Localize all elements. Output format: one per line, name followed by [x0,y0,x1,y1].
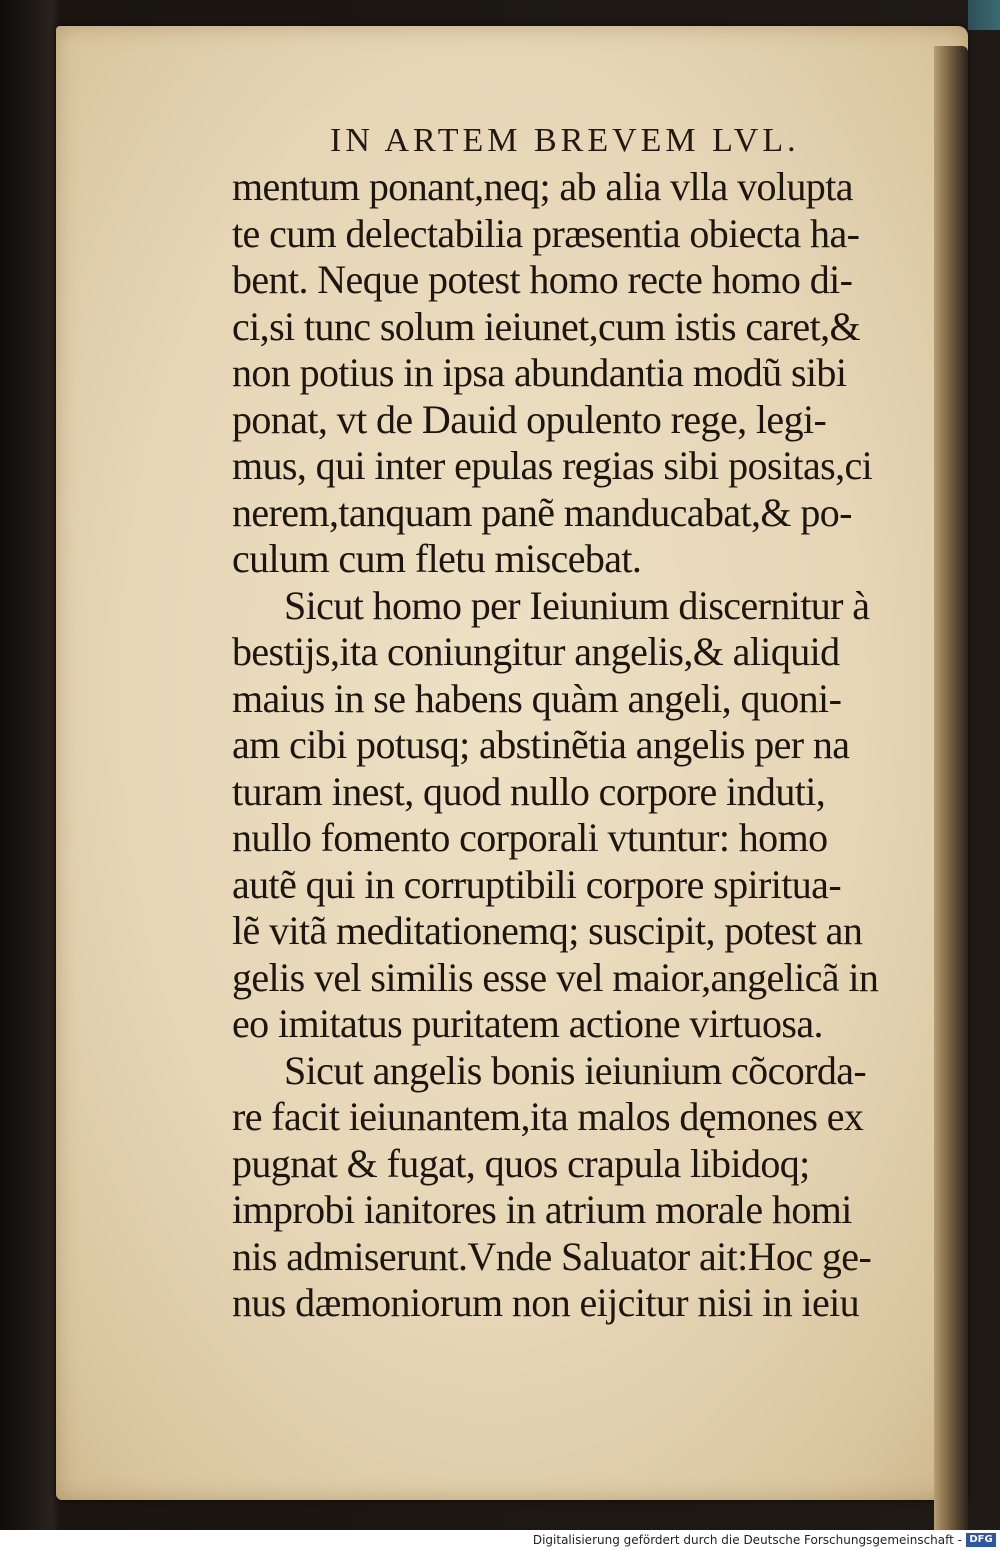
digitization-credit: Digitalisierung gefördert durch die Deutsche Forschungsgemeinschaft - [532,1533,962,1547]
text-line: mentum ponant,neq; ab alia vlla volupta [232,164,853,209]
text-line: bestijs,ita coniungitur angelis,& aliquid [232,629,840,674]
text-line: lẽ vitã meditationemq; suscipit, potest an [232,908,863,953]
text-block [232,164,954,1327]
text-line: nis admiserunt.Vnde Saluator ait:Hoc ge- [232,1233,872,1279]
dfg-logo-icon: DFG [966,1533,996,1547]
text-line: te cum delectabilia præsentia obiecta ha- [232,210,860,256]
text-line: ponat, vt de Dauid opulento rege, legi- [232,396,827,442]
paragraph-start-line: Sicut angelis bonis ieiunium cõcorda- [284,1047,867,1093]
book-edge-strip [968,0,1000,30]
running-head: IN ARTEM BREVEM LVL. [330,122,800,159]
text-line: culum cum fletu miscebat. [232,536,642,581]
text-line: bent. Neque potest homo recte homo di- [232,257,853,302]
text-line: improbi ianitores in atrium morale homi [232,1187,852,1232]
text-line: non potius in ipsa abundantia modũ sibi [232,350,847,395]
text-line: am cibi potusq; abstinẽtia angelis per na [232,722,850,767]
text-line: eo imitatus puritatem actione virtuosa. [232,1001,823,1046]
text-line: re facit ieiunantem,ita malos dęmones ex [232,1094,864,1139]
footer-bar [0,1530,1000,1551]
text-line: pugnat & fugat, quos crapula libidoq; [232,1140,810,1186]
text-line: ci,si tunc solum ieiunet,cum istis caret,& [232,303,861,349]
text-line: gelis vel similis esse vel maior,angelicã in [232,954,879,1000]
text-line: autẽ qui in corruptibili corpore spiritua- [232,861,842,907]
text-line: nerem,tanquam panẽ manducabat,& po- [232,489,852,535]
text-line: turam inest, quod nullo corpore induti, [232,768,826,814]
text-line: mus, qui inter epulas regias sibi positas,ci [232,443,873,488]
text-line: maius in se habens quàm angeli, quoni- [232,675,842,721]
text-line: nus dæmoniorum non eijcitur nisi in ieiu [232,1280,860,1325]
paragraph-start-line: Sicut homo per Ieiunium discernitur à [284,582,870,628]
text-line: nullo fomento corporali vtuntur: homo [232,815,828,860]
